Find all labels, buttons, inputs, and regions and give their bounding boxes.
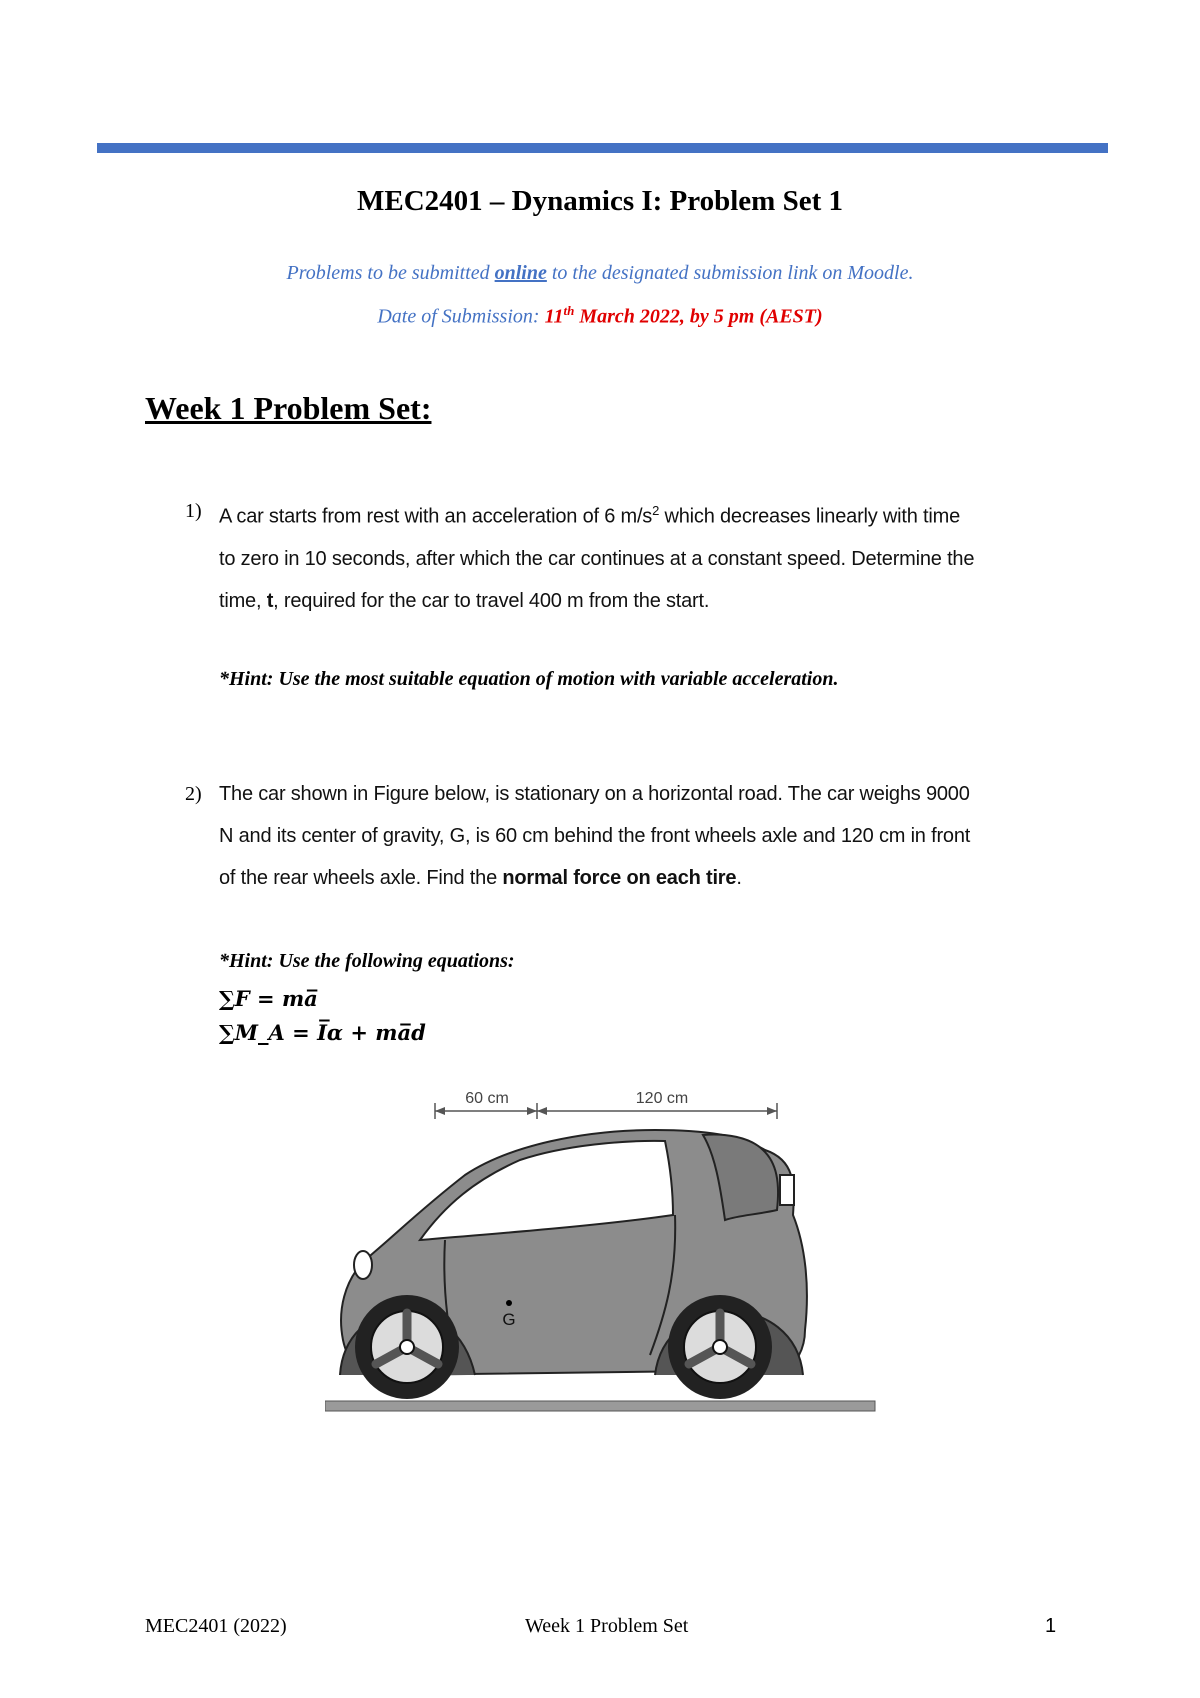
rear-wheel xyxy=(668,1295,772,1399)
problem-2-text xyxy=(219,773,1069,899)
p1-l1-sup: 2 xyxy=(652,503,660,518)
footer-center: Week 1 Problem Set xyxy=(525,1615,689,1637)
submission-note xyxy=(0,262,1200,285)
problem-1-line-1 xyxy=(219,490,1069,538)
ground xyxy=(325,1401,875,1411)
online-link[interactable]: online xyxy=(494,262,547,284)
date-day: 11 xyxy=(544,305,564,328)
footer-left: MEC2401 (2022) xyxy=(145,1615,287,1637)
date-sup: th xyxy=(563,303,575,318)
p2-l3-bold: normal force on each tire xyxy=(502,867,737,889)
problem-2-line-3 xyxy=(219,857,1069,899)
date-label: Date of Submission: xyxy=(377,305,545,328)
p2-l3-pre: of the rear wheels axle. Find the xyxy=(219,867,503,889)
car-figure xyxy=(325,1075,885,1450)
problem-1-line-3 xyxy=(219,580,1069,622)
p1-l3-pre: time, xyxy=(219,589,267,612)
cg-dot xyxy=(506,1300,512,1306)
dim-rear-label: 120 cm xyxy=(635,1090,689,1107)
document-title: MEC2401 – Dynamics I: Problem Set 1 xyxy=(357,185,843,217)
header-rule xyxy=(97,143,1108,153)
problem-2-number: 2) xyxy=(185,783,202,805)
problem-1-text xyxy=(219,490,1069,622)
headlight xyxy=(354,1251,372,1279)
p1-l1-pre: A car starts from rest with an acceleration of 6 m/s xyxy=(219,505,653,528)
problem-2-line-1: The car shown in Figure below, is stationary on a horizontal road. The car weighs 9000 xyxy=(219,783,970,805)
p1-l1-post: which decreases linearly with time xyxy=(659,505,961,528)
section-heading: Week 1 Problem Set: xyxy=(145,390,432,426)
equation-moment: ∑M_A = I̅α + ma̅d xyxy=(219,1020,426,1045)
dim-front-label: 60 cm xyxy=(465,1090,509,1107)
front-wheel xyxy=(355,1295,459,1399)
p2-l3-post: . xyxy=(736,867,742,889)
p1-l3-post: , required for the car to travel 400 m from the start. xyxy=(273,589,710,612)
problem-2-line-2: N and its center of gravity, G, is 60 cm behind the front wheels axle and 120 cm in front xyxy=(219,825,971,847)
page-number: 1 xyxy=(1045,1615,1057,1637)
submission-post: to the designated submission link on Moodle. xyxy=(546,262,914,284)
equation-force: ∑F = ma̅ xyxy=(219,986,318,1011)
submission-pre: Problems to be submitted xyxy=(286,262,495,284)
date-rest: March 2022, by 5 pm (AEST) xyxy=(574,305,823,328)
cg-label: G xyxy=(502,1310,516,1329)
tail-light xyxy=(780,1175,794,1205)
problem-1-line-2: to zero in 10 seconds, after which the car continues at a constant speed. Determine the xyxy=(219,547,975,570)
submission-date xyxy=(0,303,1200,329)
problem-2-hint: *Hint: Use the following equations: xyxy=(219,950,515,972)
problem-1-hint: *Hint: Use the most suitable equation of motion with variable acceleration. xyxy=(219,668,839,690)
problem-1-number: 1) xyxy=(185,500,202,522)
p1-l3-bold: t xyxy=(266,589,274,612)
